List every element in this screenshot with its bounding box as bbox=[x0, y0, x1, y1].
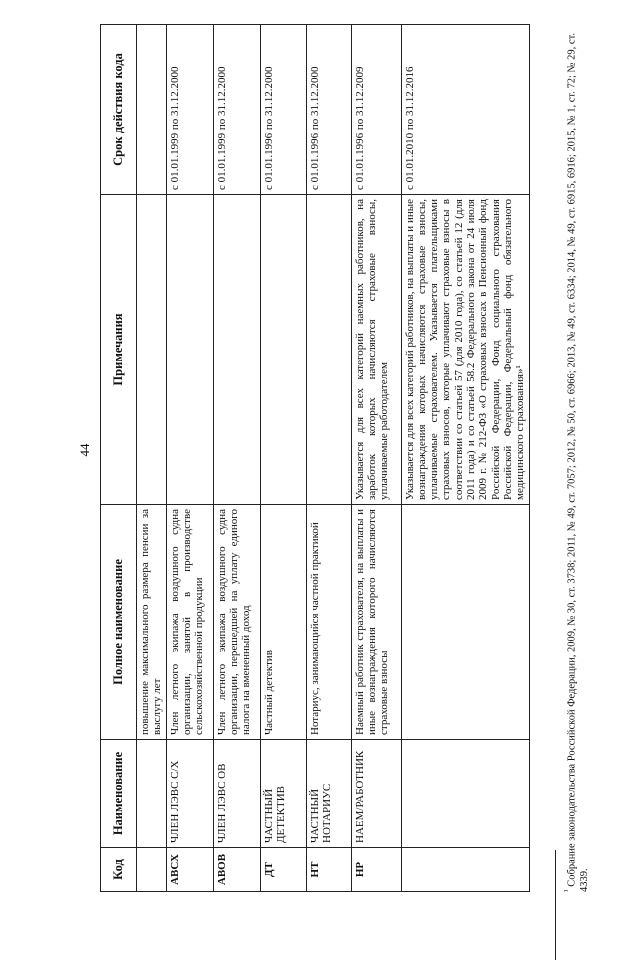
table-row bbox=[401, 25, 529, 892]
table-header-row bbox=[101, 25, 137, 892]
table-row bbox=[166, 25, 213, 892]
row-period: с 01.01.1999 по 31.12.2000 bbox=[213, 25, 260, 195]
table-row bbox=[213, 25, 260, 892]
header-period: Срок действия кода bbox=[101, 25, 137, 195]
row-period bbox=[137, 25, 167, 195]
row-notes bbox=[137, 195, 167, 505]
table-row bbox=[260, 25, 306, 892]
row-code: НТ bbox=[306, 848, 351, 892]
row-name: НАЕМ/РАБОТНИК bbox=[351, 740, 401, 848]
table-row bbox=[137, 25, 167, 892]
row-period: с 01.01.1999 по 31.12.2000 bbox=[166, 25, 213, 195]
row-code: АВСХ bbox=[166, 848, 213, 892]
row-period: с 01.01.1996 по 31.12.2009 bbox=[351, 25, 401, 195]
row-name: ЧАСТНЫЙ НОТАРИУС bbox=[306, 740, 351, 848]
row-full-name bbox=[401, 505, 529, 740]
row-name: ЧЛЕН ЛЭВС С/Х bbox=[166, 740, 213, 848]
row-name bbox=[401, 740, 529, 848]
codes-table bbox=[100, 24, 530, 892]
row-code: АВОВ bbox=[213, 848, 260, 892]
row-notes bbox=[306, 195, 351, 505]
row-name: ЧЛЕН ЛЭВС ОВ bbox=[213, 740, 260, 848]
row-period: с 01.01.1996 по 31.12.2000 bbox=[260, 25, 306, 195]
row-period: с 01.01.1996 по 31.12.2000 bbox=[306, 25, 351, 195]
rotated-table-container bbox=[100, 25, 527, 892]
row-notes: Указывается для всех категорий работников, на выплаты и иные вознаграждения которых начисляются страховые взносы, уплачиваемые страхователем. Указывается плательщиками страховых взносов, которые уплачивают страховые взносы в соответствии со статьей 57 (для 2010 года), со статьей 12 (для 2011 года) и со статьей 58.2 Федерального закона от 24 июля 2009 г. № 212-ФЗ «О страховых взносах в Пенсионный фонд Российской Федерации, Фонд социального страхования Российской Федерации, Федеральный фонд обязательного медицинского страхования»¹ bbox=[401, 195, 529, 505]
table-row bbox=[306, 25, 351, 892]
footnote-marker: ¹ bbox=[562, 889, 572, 892]
table-row bbox=[351, 25, 401, 892]
row-full-name: Член летного экипажа воздушного судна организации, занятой в производстве сельскохозяйственной продукции bbox=[166, 505, 213, 740]
header-full-name: Полное наименование bbox=[101, 505, 137, 740]
footnote-text: Собрание законодательства Российской Федерации, 2009, № 30, ст. 3738; 2011, № 49, ст. 7057; 2012, № 50, ст. 6966; 2013, № 49, ст. 6334; 2014, № 49, ст. 6915, 6916; 2015, № 1, ст. 72; № 29, ст. 4339. bbox=[566, 32, 590, 892]
row-full-name: повышение максимального размера пенсии за выслугу лет bbox=[137, 505, 167, 740]
row-code bbox=[137, 848, 167, 892]
row-code: ДТ bbox=[260, 848, 306, 892]
header-notes: Примечания bbox=[101, 195, 137, 505]
footnote bbox=[561, 12, 591, 892]
row-name bbox=[137, 740, 167, 848]
row-code bbox=[401, 848, 529, 892]
row-full-name: Член летного экипажа воздушного судна организации, перешедшей на уплату единого налога на вмененный доход bbox=[213, 505, 260, 740]
row-period: с 01.01.2010 по 31.12.2016 bbox=[401, 25, 529, 195]
row-notes bbox=[213, 195, 260, 505]
header-code: Код bbox=[101, 848, 137, 892]
row-notes bbox=[166, 195, 213, 505]
footnote-divider bbox=[555, 850, 556, 960]
row-full-name: Нотариус, занимающийся частной практикой bbox=[306, 505, 351, 740]
page-number: 44 bbox=[77, 443, 92, 457]
row-notes bbox=[260, 195, 306, 505]
row-notes: Указывается для всех категорий наемных работников, на заработок которых начисляются страховые взносы, уплачиваемые работодателем bbox=[351, 195, 401, 505]
header-name: Наименование bbox=[101, 740, 137, 848]
row-full-name: Наемный работник страхователя, на выплаты и иные вознаграждения которого начисляются страховые взносы bbox=[351, 505, 401, 740]
row-name: ЧАСТНЫЙ ДЕТЕКТИВ bbox=[260, 740, 306, 848]
row-code: НР bbox=[351, 848, 401, 892]
row-full-name: Частный детектив bbox=[260, 505, 306, 740]
